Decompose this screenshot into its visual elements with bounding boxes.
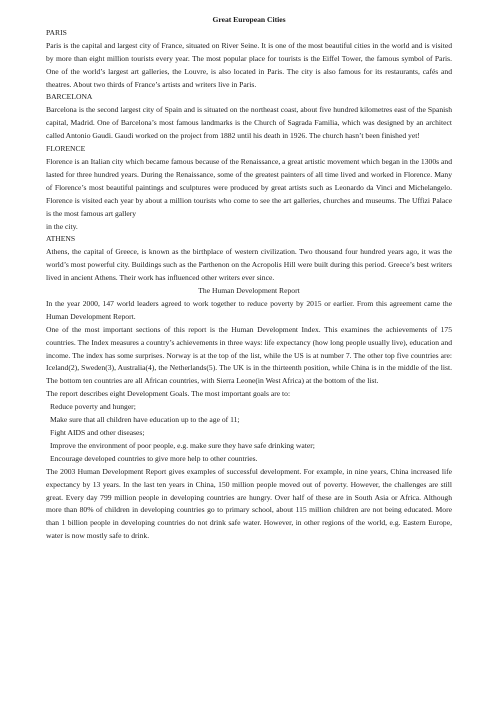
section-heading-athens: ATHENS: [46, 234, 76, 244]
section-heading-barcelona: BARCELONA: [46, 92, 93, 102]
report-title: The Human Development Report: [198, 286, 300, 296]
document-title: Great European Cities: [212, 15, 286, 24]
goal-item: Reduce poverty and hunger;: [50, 402, 136, 412]
report-intro-paragraph: In the year 2000, 147 world leaders agreed to work together to reduce poverty by 2015 or earlier. From this agreement came the Human Development Report.: [46, 298, 452, 321]
barcelona-paragraph: Barcelona is the second largest city of Spain and is situated on the northeast coast, about five hundred kilometres east of the Spanish capital, Madrid. One of Barcelona’s most famous landmarks is the Church of Sagrada Familia, which was designed by an architect called Antonio Gaudi. Gaudi worked on the project from 1882 until his death in 1926. The church hasn’t been finished yet!: [46, 105, 452, 141]
goal-item: Encourage developed countries to give more help to other countries.: [50, 453, 258, 463]
section-heading-florence: FLORENCE: [46, 144, 86, 154]
florence-paragraph: Florence is an Italian city which became famous because of the Renaissance, a great artistic movement which began in the 1300s and lasted for three hundred years. During the Renaissance, some of the greatest painters of all time lived and worked in Florence. Many of Florence’s most beautiful paintings and sculptures were produced by great artists such as Leonardo da Vinci and Michelangelo. Florence is visited each year by about a million tourists who come to see the art galleries, churches and museums. The Uffizi Palace is the most famous art gallery: [46, 156, 452, 218]
report-goals-intro: The report describes eight Development Goals. The most important goals are to:: [46, 389, 291, 399]
goal-item: Make sure that all children have education up to the age of 11;: [50, 415, 240, 425]
goal-item: Fight AIDS and other diseases;: [50, 428, 145, 437]
section-heading-paris: PARIS: [46, 27, 67, 37]
document-page: [46, 14, 452, 543]
report-index-paragraph: One of the most important sections of this report is the Human Development Index. This examines the achievements of 175 countries. The Index measures a country’s achievements in three ways: life expectancy (how long people usually live), education and income. The index has some surprises. Norway is at the top of the list, while the US is at number 7. The other top five countries are: Iceland(2), Sweden(3), Australia(4), the Netherlands(5). The UK is in the thirteenth position, while China is in the middle of the list. The bottom ten countries are all African countries, with Sierra Leone(in West Africa) at the bottom of the list.: [46, 324, 452, 386]
paris-paragraph: Paris is the capital and largest city of France, situated on River Seine. It is one of the most beautiful cities in the world and is visited by more than eight million tourists every year. The most popular place for tourists is the Eiffel Tower, the famous symbol of Paris. One of the world’s largest art galleries, the Louvre, is also located in Paris. The city is also famous for its restaurants, cafés and theatres. About two thirds of France’s artists and writers live in Paris.: [46, 40, 452, 89]
athens-paragraph: Athens, the capital of Greece, is known as the birthplace of western civilization. Two thousand four hundred years ago, it was the world’s most powerful city. Buildings such as the Parthenon on the Acropolis Hill were built during this period. Greece’s best writers lived in ancient Athens. Their work has influenced other writers ever since.: [46, 247, 452, 283]
goal-item: Improve the environment of poor people, e.g. make sure they have safe drinking water;: [50, 440, 315, 450]
report-closing-paragraph: The 2003 Human Development Report gives examples of successful development. For example, in nine years, China increased life expectancy by 13 years. In the last ten years in China, 150 million people moved out of poverty. However, the challenges are still great. Every day 799 million people in developing countries are hungry. Over half of these are in South Asia or Africa. Although more than 80% of children in developing countries go to primary school, about 115 million children are not being educated. More than 1 billion people in developing countries do not drink safe water. However, in other regions of the world, e.g. Eastern Europe, water is now mostly safe to drink.: [46, 466, 452, 541]
florence-paragraph-tail: in the city.: [46, 221, 78, 231]
